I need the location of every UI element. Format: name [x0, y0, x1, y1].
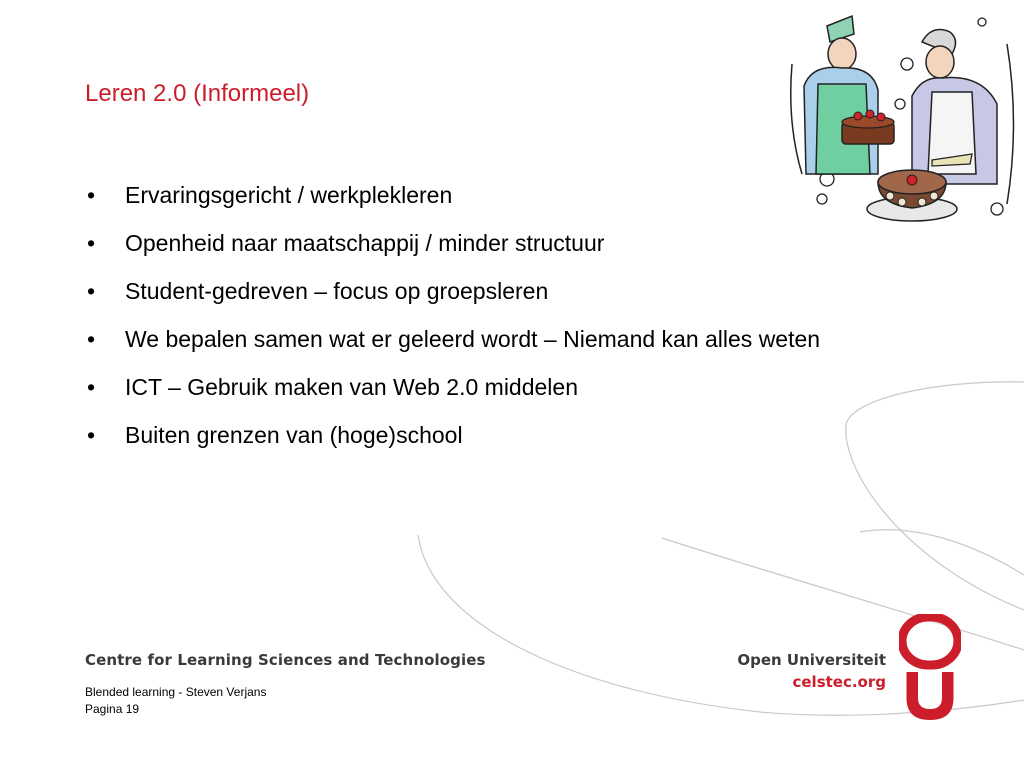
bullet-item [85, 227, 885, 259]
bullet-text: Buiten grenzen van (hoge)school [125, 422, 463, 448]
bullet-icon: • [87, 326, 96, 352]
bullet-item [85, 371, 885, 403]
open-universiteit-logo [899, 614, 961, 726]
bullet-text: We bepalen samen wat er geleerd wordt – Niemand kan alles weten [125, 326, 821, 352]
bullet-list [85, 179, 885, 467]
bullet-icon: • [87, 182, 96, 208]
website-text: celstec.org [792, 673, 886, 691]
bullet-text: Student-gedreven – focus op groepsleren [125, 278, 549, 304]
slide-footer [85, 684, 266, 718]
bullet-icon: • [87, 278, 96, 304]
bullet-text: Ervaringsgericht / werkplekleren [125, 182, 453, 208]
bullet-item [85, 419, 885, 451]
bullet-item [85, 179, 885, 211]
bullet-text: Openheid naar maatschappij / minder structuur [125, 230, 605, 256]
centre-name-text: Centre for Learning Sciences and Technologies [85, 651, 486, 669]
bullet-icon: • [87, 374, 96, 400]
bullet-icon: • [87, 230, 96, 256]
bakers-clipart-image [782, 4, 1020, 242]
slide-title: Leren 2.0 (Informeel) [85, 80, 310, 107]
footer-page-number: Pagina 19 [85, 702, 140, 716]
bullet-item [85, 275, 885, 307]
bullet-text: ICT – Gebruik maken van Web 2.0 middelen [125, 374, 578, 400]
footer-presentation-title: Blended learning - Steven Verjans [85, 685, 267, 699]
bullet-icon: • [87, 422, 96, 448]
university-name-text: Open Universiteit [737, 651, 886, 669]
bullet-item [85, 323, 885, 355]
